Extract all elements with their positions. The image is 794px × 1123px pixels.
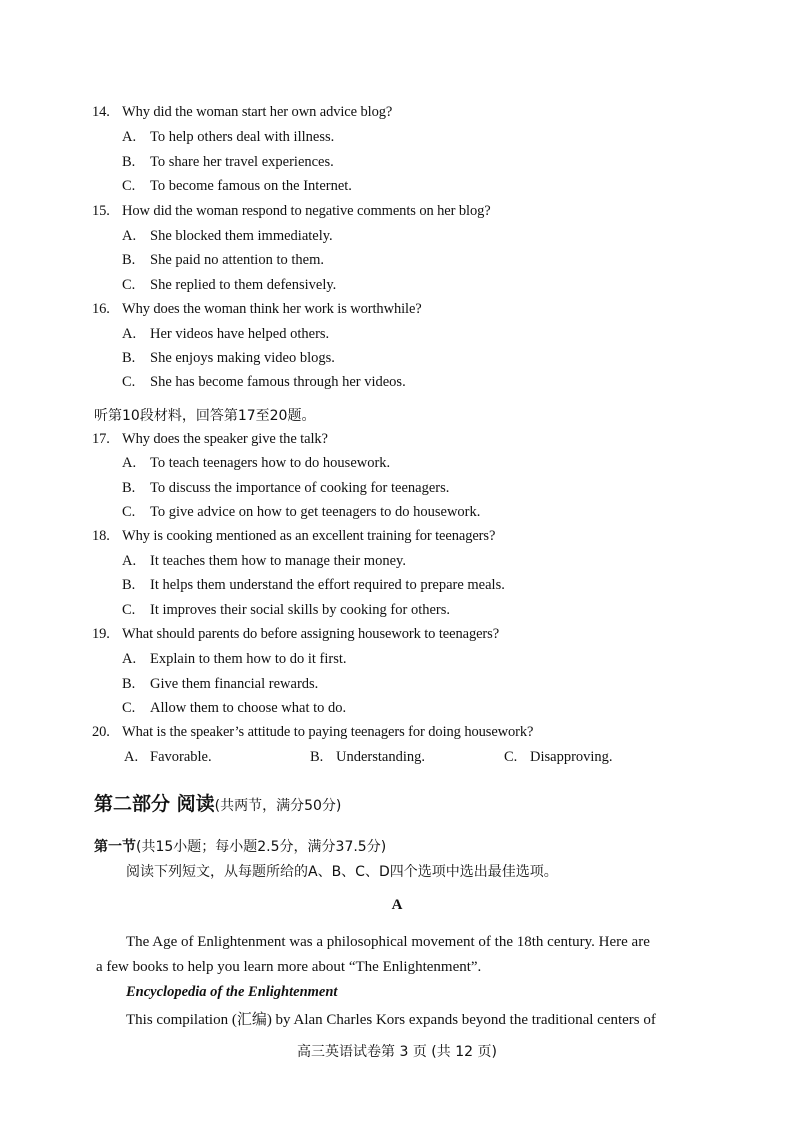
option-letter: A.	[122, 129, 137, 145]
option-text: Explain to them how to do it first.	[150, 651, 347, 667]
option-text: She blocked them immediately.	[150, 228, 333, 244]
question-16	[92, 301, 422, 318]
section-title: 第一节	[94, 839, 136, 855]
question-stem: Why does the woman think her work is worthwhile?	[122, 301, 422, 317]
question-number: 18.	[92, 528, 110, 544]
question-number: 20.	[92, 724, 110, 740]
option-letter: C.	[122, 504, 136, 520]
option-letter: B.	[122, 480, 136, 496]
option-text: To help others deal with illness.	[150, 129, 335, 145]
option-c	[122, 700, 346, 717]
question-15	[92, 203, 491, 220]
reading-instruction: 阅读下列短文，从每题所给的A、B、C、D四个选项中选出最佳选项。	[126, 864, 558, 880]
question-stem: Why did the woman start her own advice blog?	[122, 104, 393, 120]
option-c	[122, 277, 336, 294]
option-letter: A.	[122, 228, 137, 244]
option-a	[122, 129, 334, 146]
option-a	[122, 228, 333, 245]
passage-line: This compilation (汇编) by Alan Charles Kors expands beyond the traditional centers of	[126, 1012, 656, 1028]
option-b	[122, 480, 449, 497]
option-letter: B.	[122, 252, 136, 268]
book-title: Encyclopedia of the Enlightenment	[126, 984, 338, 1000]
passage-letter: A	[391, 897, 403, 913]
option-letter: B.	[122, 350, 136, 366]
option-letter: C.	[122, 374, 136, 390]
option-text: Her videos have helped others.	[150, 326, 330, 342]
option-letter: B.	[122, 577, 136, 593]
question-17	[92, 431, 328, 448]
option-a	[122, 326, 329, 343]
option-text: It helps them understand the effort required to prepare meals.	[150, 577, 505, 593]
option-letter: A.	[122, 651, 137, 667]
option-c	[122, 602, 450, 619]
question-18	[92, 528, 495, 545]
option-text: To give advice on how to get teenagers to do housework.	[150, 504, 481, 520]
question-number: 17.	[92, 431, 110, 447]
option-letter: A.	[122, 455, 137, 471]
option-b	[122, 676, 318, 693]
option-a	[122, 651, 347, 668]
option-text: She has become famous through her videos.	[150, 374, 406, 390]
question-stem: What is the speaker’s attitude to paying teenagers for doing housework?	[122, 724, 534, 740]
option-a	[124, 749, 212, 766]
option-letter: B.	[122, 154, 136, 170]
option-text: Disapproving.	[530, 749, 613, 765]
option-letter: A.	[122, 326, 137, 342]
option-letter: C.	[504, 749, 518, 765]
option-text: It improves their social skills by cooking for others.	[150, 602, 451, 618]
option-letter: C.	[122, 277, 136, 293]
option-letter: C.	[122, 602, 136, 618]
option-text: Favorable.	[150, 749, 212, 765]
option-text: Give them financial rewards.	[150, 676, 319, 692]
part-heading	[94, 789, 341, 816]
option-a	[122, 455, 390, 472]
part-title: 第二部分 阅读	[94, 793, 215, 815]
option-letter: A.	[124, 749, 139, 765]
option-c	[504, 749, 613, 766]
listening-instruction: 听第10段材料，回答第17至20题。	[94, 408, 316, 424]
page-footer: 高三英语试卷第 3 页 (共 12 页)	[297, 1044, 497, 1060]
option-letter: C.	[122, 700, 136, 716]
question-stem: Why is cooking mentioned as an excellent training for teenagers?	[122, 528, 496, 544]
part-note: (共两节，满分50分)	[214, 798, 342, 814]
option-text: Allow them to choose what to do.	[150, 700, 347, 716]
option-c	[122, 178, 352, 195]
question-14	[92, 104, 392, 121]
option-a	[122, 553, 406, 570]
option-text: To become famous on the Internet.	[150, 178, 352, 194]
question-number: 14.	[92, 104, 110, 120]
option-letter: B.	[122, 676, 136, 692]
option-letter: A.	[122, 553, 137, 569]
option-text: Understanding.	[336, 749, 425, 765]
option-text: It teaches them how to manage their money.	[150, 553, 406, 569]
question-stem: How did the woman respond to negative comments on her blog?	[122, 203, 491, 219]
question-19	[92, 626, 499, 643]
option-b	[310, 749, 425, 766]
option-text: To discuss the importance of cooking for teenagers.	[150, 480, 450, 496]
option-c	[122, 504, 480, 521]
option-c	[122, 374, 406, 391]
passage-line: The Age of Enlightenment was a philosophical movement of the 18th century. Here are	[126, 934, 650, 950]
option-text: To share her travel experiences.	[150, 154, 334, 170]
option-text: She replied to them defensively.	[150, 277, 337, 293]
option-b	[122, 154, 334, 171]
option-b	[122, 252, 324, 269]
option-text: She enjoys making video blogs.	[150, 350, 335, 366]
question-stem: What should parents do before assigning housework to teenagers?	[122, 626, 500, 642]
option-b	[122, 577, 505, 594]
option-letter: C.	[122, 178, 136, 194]
question-number: 15.	[92, 203, 110, 219]
option-text: She paid no attention to them.	[150, 252, 324, 268]
question-number: 16.	[92, 301, 110, 317]
question-20	[92, 724, 533, 741]
question-number: 19.	[92, 626, 110, 642]
passage-line: a few books to help you learn more about “The Enlightenment”.	[96, 959, 482, 975]
option-text: To teach teenagers how to do housework.	[150, 455, 391, 471]
option-letter: B.	[310, 749, 324, 765]
option-b	[122, 350, 335, 367]
section-note: (共15小题；每小题2.5分，满分37.5分)	[136, 839, 387, 855]
question-stem: Why does the speaker give the talk?	[122, 431, 328, 447]
section-heading	[94, 836, 386, 856]
